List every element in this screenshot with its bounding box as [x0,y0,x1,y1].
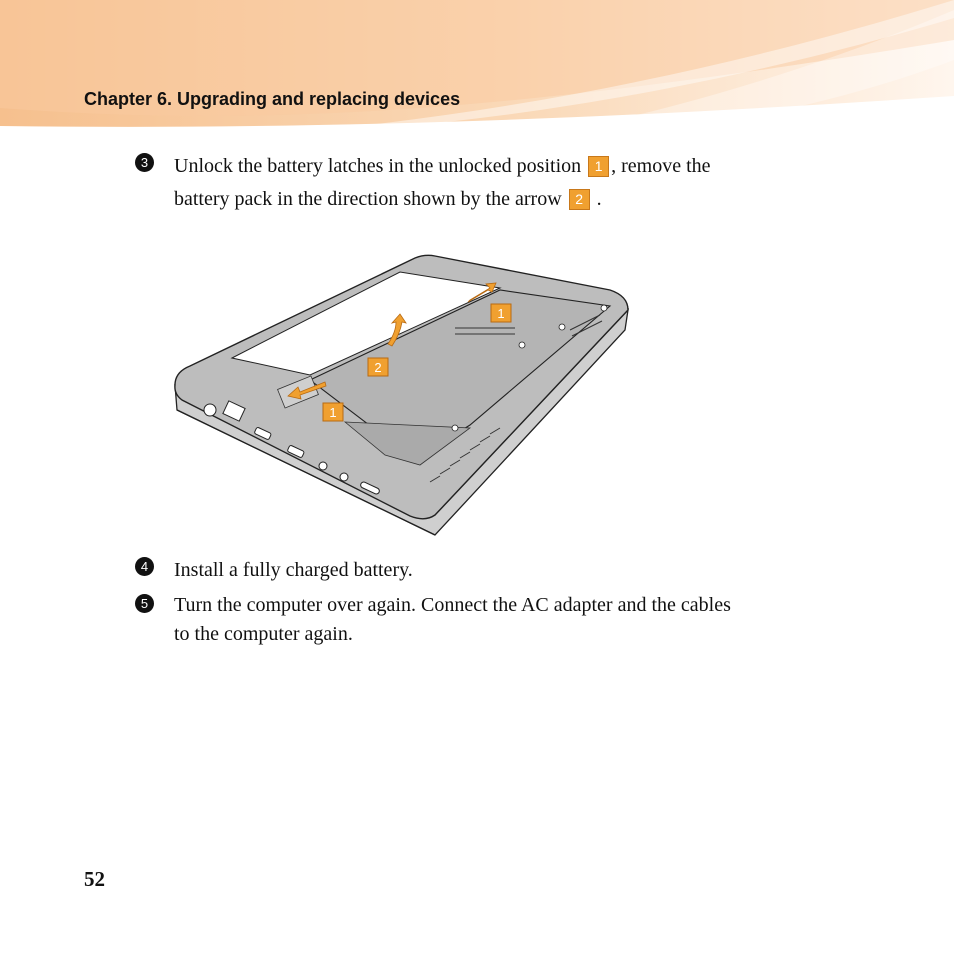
header-band [0,0,954,132]
step-number-bullet: 3 [135,153,154,172]
step-text-line2-end: . [596,188,602,210]
svg-text:1: 1 [497,306,505,321]
callout-badge-1: 1 [588,156,609,177]
chapter-title: Chapter 6. Upgrading and replacing devices [84,89,461,109]
step-number-bullet: 5 [135,594,154,613]
step-number-bullet: 4 [135,557,154,576]
svg-text:1: 1 [329,405,337,420]
callout-1-bottom [323,403,343,421]
step-text [174,554,413,587]
callout-2 [368,358,388,376]
page-number: 52 [84,867,105,891]
step-text [174,150,711,216]
step-text-line2: to the computer again. [174,623,353,645]
callout-badge-2: 2 [569,189,590,210]
laptop-bottom-illustration [170,250,635,540]
step-text [174,591,731,649]
step-text-line1: Install a fully charged battery. [174,559,413,581]
svg-text:2: 2 [374,360,382,375]
step-text-line1: Unlock the battery latches in the unlocked position [174,155,582,177]
step-text-line1-end: , remove the [611,155,711,177]
callout-1-top [491,304,511,322]
step-text-line1: Turn the computer over again. Connect the AC adapter and the cables [174,594,731,616]
step-text-line2: battery pack in the direction shown by the arrow [174,188,562,210]
